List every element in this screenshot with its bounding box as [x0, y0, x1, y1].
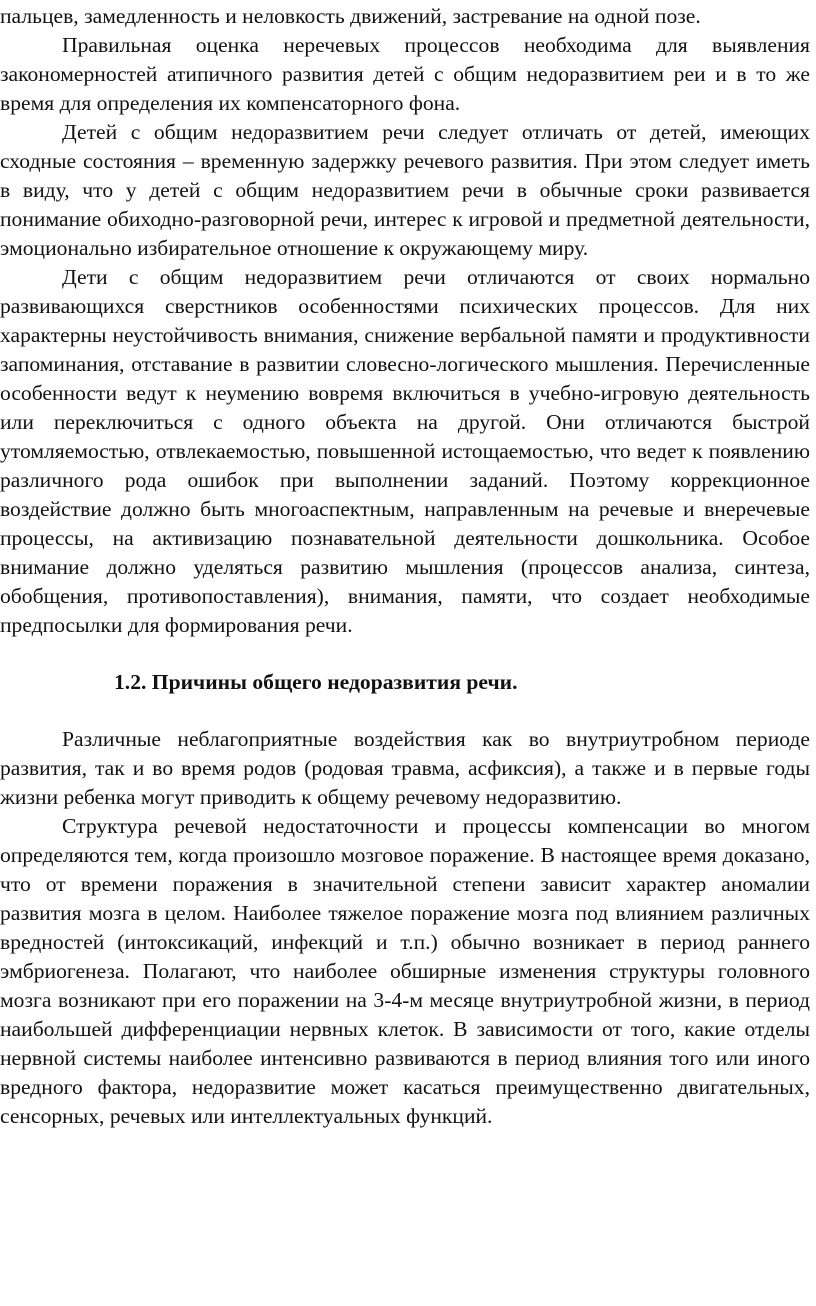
- paragraph-brain-damage-timing: Структура речевой недостаточности и процессы компенсации во многом определяются тем, когда произошло мозговое поражение. В настоящее время доказано, что от времени поражения в значительной степени зависит характер аномалии развития мозга в целом. Наиболее тяжелое поражение мозга под влиянием различных вредностей (интоксикаций, инфекций и т.п.) обычно возникает в период раннего эмбриогенеза. Полагают, что наиболее обширные изменения структуры головного мозга возникают при его поражении на 3-4-м месяце внутриутробной жизни, в период наибольшей дифференциации нервных клеток. В зависимости от того, какие отделы нервной системы наиболее интенсивно развиваются в период влияния того или иного вредного фактора, недоразвитие может касаться преимущественно двигательных, сенсорных, речевых или интеллектуальных функций.: [0, 814, 810, 1128]
- paragraph-adverse-influences: Различные неблагоприятные воздействия как во внутриутробном периоде развития, так и во время родов (родовая травма, асфиксия), а также и в первые годы жизни ребенка могут приводить к общему речевому недоразвитию.: [0, 727, 810, 809]
- section-heading: 1.2. Причины общего недоразвития речи.: [114, 670, 518, 694]
- paragraph-continuation: пальцев, замедленность и неловкость движений, застревание на одной позе.: [0, 4, 701, 28]
- paragraph-nonverbal-assessment: Правильная оценка неречевых процессов необходима для выявления закономерностей атипичного развития детей с общим недоразвитием реи и в то же время для определения их компенсаторного фона.: [0, 33, 810, 115]
- paragraph-differentiation: Детей с общим недоразвитием речи следует отличать от детей, имеющих сходные состояния – временную задержку речевого развития. При этом следует иметь в виду, что у детей с общим недоразвитием речи в обычные сроки развивается понимание обиходно-разговорной речи, интерес к игровой и предметной деятельности, эмоционально избирательное отношение к окружающему миру.: [0, 120, 810, 260]
- paragraph-psychological-features: Дети с общим недоразвитием речи отличаются от своих нормально развивающихся сверстников особенностями психических процессов. Для них характерны неустойчивость внимания, снижение вербальной памяти и продуктивности запоминания, отставание в развитии словесно-логического мышления. Перечисленные особенности ведут к неумению вовремя включиться в учебно-игровую деятельность или переключиться с одного объекта на другой. Они отличаются быстрой утомляемостью, отвлекаемостью, повышенной истощаемостью, что ведет к появлению различного рода ошибок при выполнении заданий. Поэтому коррекционное воздействие должно быть многоаспектным, направленным на речевые и внеречевые процессы, на активизацию познавательной деятельности дошкольника. Особое внимание должно уделяться развитию мышления (процессов анализа, синтеза, обобщения, противопоставления), внимания, памяти, что создает необходимые предпосылки для формирования речи.: [0, 265, 810, 637]
